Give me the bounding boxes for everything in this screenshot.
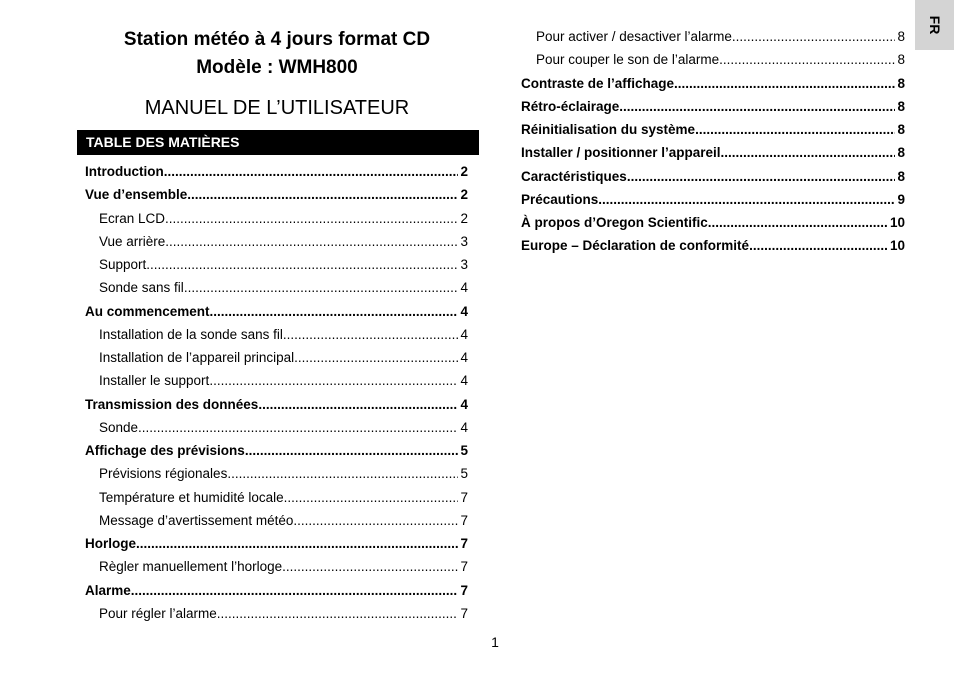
toc-entry-page: 4	[460, 350, 468, 365]
language-tab-label: FR	[926, 15, 943, 35]
toc-entry-title: À propos d’Oregon Scientific	[521, 215, 708, 230]
language-tab	[915, 0, 954, 50]
toc-dot-leader	[294, 349, 458, 367]
toc-dot-leader	[719, 51, 895, 69]
toc-dot-leader	[227, 465, 458, 483]
toc-entry-page: 8	[897, 29, 905, 44]
toc-entry[interactable]	[99, 256, 468, 274]
toc-entry-title: Pour activer / desactiver l’alarme	[536, 29, 732, 44]
toc-dot-leader	[131, 582, 459, 600]
toc-entry[interactable]	[99, 279, 468, 297]
toc-entry[interactable]	[536, 51, 905, 69]
toc-entry-page: 4	[460, 326, 468, 342]
toc-dot-leader	[258, 396, 458, 414]
toc-dot-leader	[283, 326, 459, 344]
toc-entry-title: Transmission des données	[85, 396, 259, 412]
toc-entry[interactable]	[521, 75, 905, 93]
toc-entry-title: Pour régler l’alarme	[99, 605, 217, 621]
toc-entry-title: Sonde sans fil	[99, 280, 184, 296]
toc-entry[interactable]	[99, 210, 468, 228]
toc-entry-page: 4	[460, 396, 468, 412]
toc-entry-page: 7	[460, 512, 468, 528]
toc-dot-leader	[749, 237, 888, 255]
toc-dot-leader	[136, 535, 458, 553]
toc-entry[interactable]	[99, 372, 468, 390]
toc-entry-page: 3	[460, 233, 468, 249]
toc-entry-title: Installation de l’appareil principal	[99, 350, 295, 365]
toc-entry-title: Sonde	[99, 419, 139, 435]
toc-dot-leader	[619, 98, 895, 116]
toc-entry-page: 4	[460, 373, 468, 389]
toc-entry-page: 4	[460, 280, 468, 296]
toc-entry-page: 7	[460, 559, 468, 575]
toc-heading: TABLE DES MATIÈRES	[77, 130, 479, 155]
toc-entry-page: 8	[897, 52, 905, 68]
toc-entry-page: 2	[460, 187, 468, 203]
toc-entry-title: Alarme	[85, 582, 131, 598]
toc-dot-leader	[708, 214, 888, 232]
toc-entry-title: Précautions	[521, 191, 599, 207]
toc-entry[interactable]	[99, 605, 468, 623]
toc-dot-leader	[245, 442, 459, 460]
toc-dot-leader	[165, 233, 458, 251]
toc-entry-title: Ecran LCD	[99, 210, 166, 226]
toc-dot-leader	[164, 163, 459, 181]
toc-dot-leader	[284, 489, 459, 507]
toc-entry-page: 8	[897, 98, 905, 114]
page-number: 1	[491, 634, 499, 650]
toc-entry[interactable]	[99, 419, 468, 437]
toc-entry-page: 10	[889, 215, 905, 230]
toc-entry[interactable]	[536, 28, 905, 46]
toc-entry-title: Installation de la sonde sans fil	[99, 326, 283, 342]
toc-entry[interactable]	[85, 163, 468, 181]
toc-entry[interactable]	[521, 191, 905, 209]
toc-entry-page: 2	[460, 164, 468, 179]
toc-entry-title: Vue arrière	[99, 233, 166, 249]
toc-entry-title: Contraste de l’affichage	[521, 75, 675, 91]
toc-dot-leader	[695, 121, 895, 139]
toc-entry-title: Règler manuellement l’horloge	[99, 559, 283, 575]
toc-entry-title: Réinitialisation du système	[521, 122, 696, 137]
toc-entry[interactable]	[521, 121, 905, 139]
toc-entry[interactable]	[85, 303, 468, 321]
toc-entry-title: Vue d’ensemble	[85, 187, 188, 203]
toc-dot-leader	[674, 75, 895, 93]
toc-entry-page: 5	[460, 466, 468, 482]
toc-entry-title: Installer le support	[99, 373, 210, 389]
toc-entry-page: 8	[897, 75, 905, 91]
toc-dot-leader	[627, 168, 896, 186]
document-title-line2: Modèle : WMH800	[196, 57, 358, 78]
toc-dot-leader	[138, 419, 458, 437]
toc-entry-page: 10	[889, 238, 905, 254]
toc-dot-leader	[184, 279, 459, 297]
toc-dot-leader	[146, 256, 458, 274]
toc-entry-page: 4	[460, 419, 468, 435]
toc-entry-title: Support	[99, 257, 147, 272]
toc-entry[interactable]	[521, 237, 905, 255]
toc-entry-page: 7	[460, 536, 468, 551]
toc-entry[interactable]	[85, 582, 468, 600]
toc-entry-page: 8	[897, 168, 905, 184]
toc-dot-leader	[210, 303, 459, 321]
toc-entry-title: Installer / positionner l’appareil	[521, 145, 721, 161]
toc-entry-title: Rétro-éclairage	[521, 98, 620, 114]
toc-entry[interactable]	[521, 98, 905, 116]
toc-dot-leader	[721, 144, 896, 162]
toc-entry-title: Introduction	[85, 164, 164, 179]
toc-entry-title: Au commencement	[85, 303, 210, 319]
toc-entry-title: Prévisions régionales	[99, 466, 228, 482]
toc-entry[interactable]	[85, 396, 468, 414]
toc-entry-title: Europe – Déclaration de conformité	[521, 238, 750, 254]
document-title-line1: Station météo à 4 jours format CD	[123, 29, 431, 50]
toc-dot-leader	[217, 605, 459, 623]
toc-entry-page: 7	[460, 605, 468, 621]
toc-entry-page: 5	[460, 443, 468, 458]
toc-entry[interactable]	[99, 512, 468, 530]
toc-dot-leader	[732, 28, 896, 46]
toc-dot-leader	[293, 512, 458, 530]
toc-entry[interactable]	[99, 349, 468, 367]
toc-entry[interactable]	[99, 326, 468, 344]
toc-dot-leader	[165, 210, 458, 228]
toc-dot-leader	[282, 558, 458, 576]
toc-entry-title: Message d’avertissement météo	[99, 512, 294, 528]
toc-entry[interactable]	[85, 186, 468, 204]
toc-entry-page: 4	[460, 303, 468, 319]
toc-entry-title: Caractéristiques	[521, 168, 627, 184]
toc-entry-page: 3	[460, 257, 468, 272]
toc-entry[interactable]	[99, 465, 468, 483]
toc-entry[interactable]	[99, 489, 468, 507]
toc-dot-leader	[187, 186, 458, 204]
toc-entry-page: 7	[460, 489, 468, 505]
toc-entry-title: Affichage des prévisions	[85, 443, 245, 458]
toc-entry[interactable]	[521, 214, 905, 232]
toc-entry-title: Température et humidité locale	[99, 489, 284, 505]
toc-entry-title: Pour couper le son de l’alarme	[536, 52, 720, 68]
toc-entry[interactable]	[521, 144, 905, 162]
toc-entry-page: 7	[460, 582, 468, 598]
toc-dot-leader	[209, 372, 458, 390]
toc-entry[interactable]	[85, 442, 468, 460]
toc-entry[interactable]	[521, 168, 905, 186]
document-subtitle: MANUEL DE L’UTILISATEUR	[144, 97, 410, 119]
toc-entry[interactable]	[99, 558, 468, 576]
toc-entry[interactable]	[99, 233, 468, 251]
toc-entry-title: Horloge	[85, 536, 137, 551]
toc-dot-leader	[598, 191, 895, 209]
toc-entry-page: 8	[897, 122, 905, 137]
toc-entry-page: 9	[897, 191, 905, 207]
toc-entry-page: 2	[460, 210, 468, 226]
toc-entry-page: 8	[897, 145, 905, 161]
toc-entry[interactable]	[85, 535, 468, 553]
